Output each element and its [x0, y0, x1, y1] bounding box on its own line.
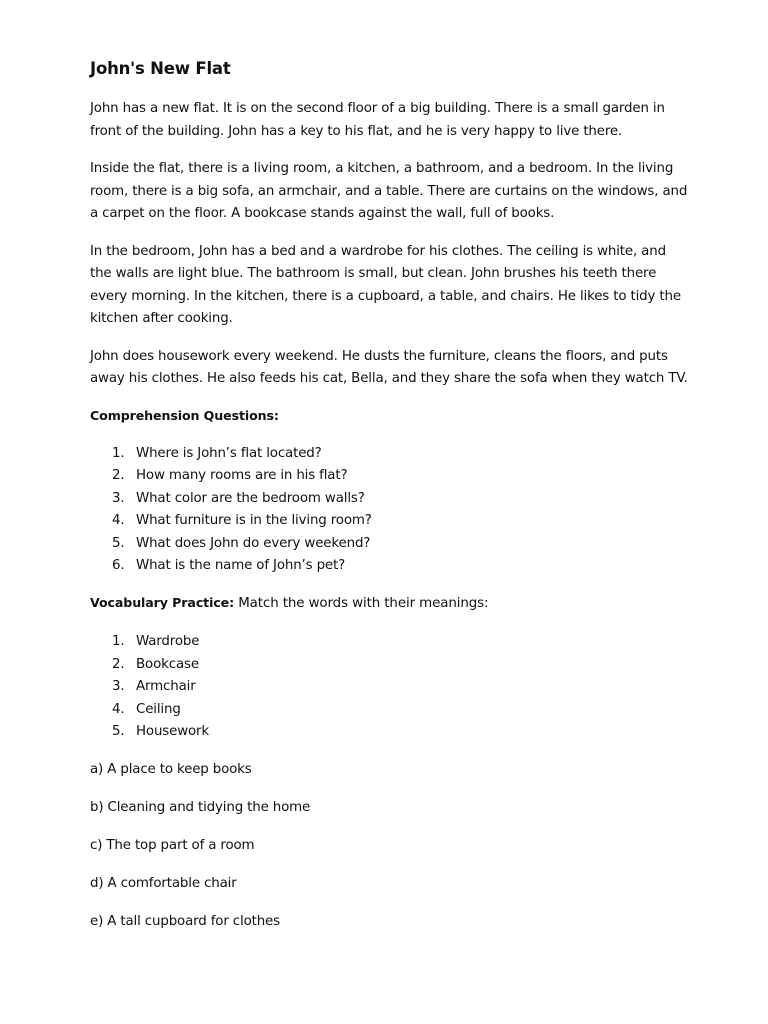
vocabulary-instruction: Match the words with their meanings:: [234, 596, 489, 612]
vocabulary-word-item: [90, 676, 690, 699]
question-item: [90, 443, 690, 466]
story-paragraph-3: In the bedroom, John has a bed and a wardrobe for his clothes. The ceiling is white, and the walls are light blue. The bathroom is small, but clean. John brushes his teeth there every morning. In the kitchen, there is a cupboard, a table, and chairs. He likes to tidy the kitchen after cooking.: [90, 243, 681, 326]
question-item: [90, 465, 690, 488]
worksheet-page: [90, 58, 690, 949]
meaning-option-e: e) A tall cupboard for clothes: [90, 914, 280, 930]
story-paragraph-4: John does housework every weekend. He dusts the furniture, cleans the floors, and puts away his clothes. He also feeds his cat, Bella, and they share the sofa when they watch TV.: [90, 348, 688, 386]
comprehension-question-list: [90, 443, 690, 579]
word-number: 3.: [112, 679, 125, 695]
question-item: [90, 488, 690, 511]
question-number: 3.: [112, 490, 125, 506]
vocabulary-word-item: [90, 699, 690, 722]
word-text: Housework: [136, 724, 210, 740]
question-number: 5.: [112, 535, 125, 551]
meaning-option-c: c) The top part of a room: [90, 838, 255, 854]
vocabulary-word-item: [90, 721, 690, 744]
meaning-option-a: a) A place to keep books: [90, 762, 252, 778]
question-text: What furniture is in the living room?: [136, 513, 372, 529]
word-number: 5.: [112, 724, 125, 740]
vocabulary-heading: [90, 593, 690, 614]
comprehension-heading: Comprehension Questions:: [90, 407, 279, 423]
story-paragraph-1: John has a new flat. It is on the second floor of a big building. There is a small garden in front of the building. John has a key to his flat, and he is very happy to live there.: [90, 101, 665, 139]
vocabulary-word-list: [90, 631, 690, 744]
question-number: 4.: [112, 513, 125, 529]
question-item: [90, 555, 690, 578]
question-text: Where is John’s flat located?: [136, 445, 322, 461]
vocabulary-word-item: [90, 631, 690, 654]
page-title: John's New Flat: [90, 59, 231, 78]
word-text: Bookcase: [136, 656, 199, 672]
word-number: 2.: [112, 656, 125, 672]
meaning-option-b: b) Cleaning and tidying the home: [90, 800, 311, 816]
question-item: [90, 510, 690, 533]
word-number: 4.: [112, 701, 125, 717]
question-number: 2.: [112, 468, 125, 484]
story-paragraph-2: Inside the flat, there is a living room, a kitchen, a bathroom, and a bedroom. In the living room, there is a big sofa, an armchair, and a table. There are curtains on the windows, and a carpet on the floor. A bookcase stands against the wall, full of books.: [90, 161, 688, 221]
question-text: What does John do every weekend?: [136, 535, 371, 551]
word-text: Wardrobe: [136, 634, 200, 650]
question-item: [90, 533, 690, 556]
question-text: How many rooms are in his flat?: [136, 468, 348, 484]
word-text: Ceiling: [136, 701, 181, 717]
question-number: 1.: [112, 445, 125, 461]
question-text: What color are the bedroom walls?: [136, 490, 365, 506]
vocabulary-heading-bold: Vocabulary Practice:: [90, 595, 235, 611]
question-text: What is the name of John’s pet?: [136, 558, 346, 574]
question-number: 6.: [112, 558, 125, 574]
meaning-option-d: d) A comfortable chair: [90, 876, 237, 892]
word-text: Armchair: [136, 679, 196, 695]
word-number: 1.: [112, 634, 125, 650]
vocabulary-word-item: [90, 654, 690, 677]
